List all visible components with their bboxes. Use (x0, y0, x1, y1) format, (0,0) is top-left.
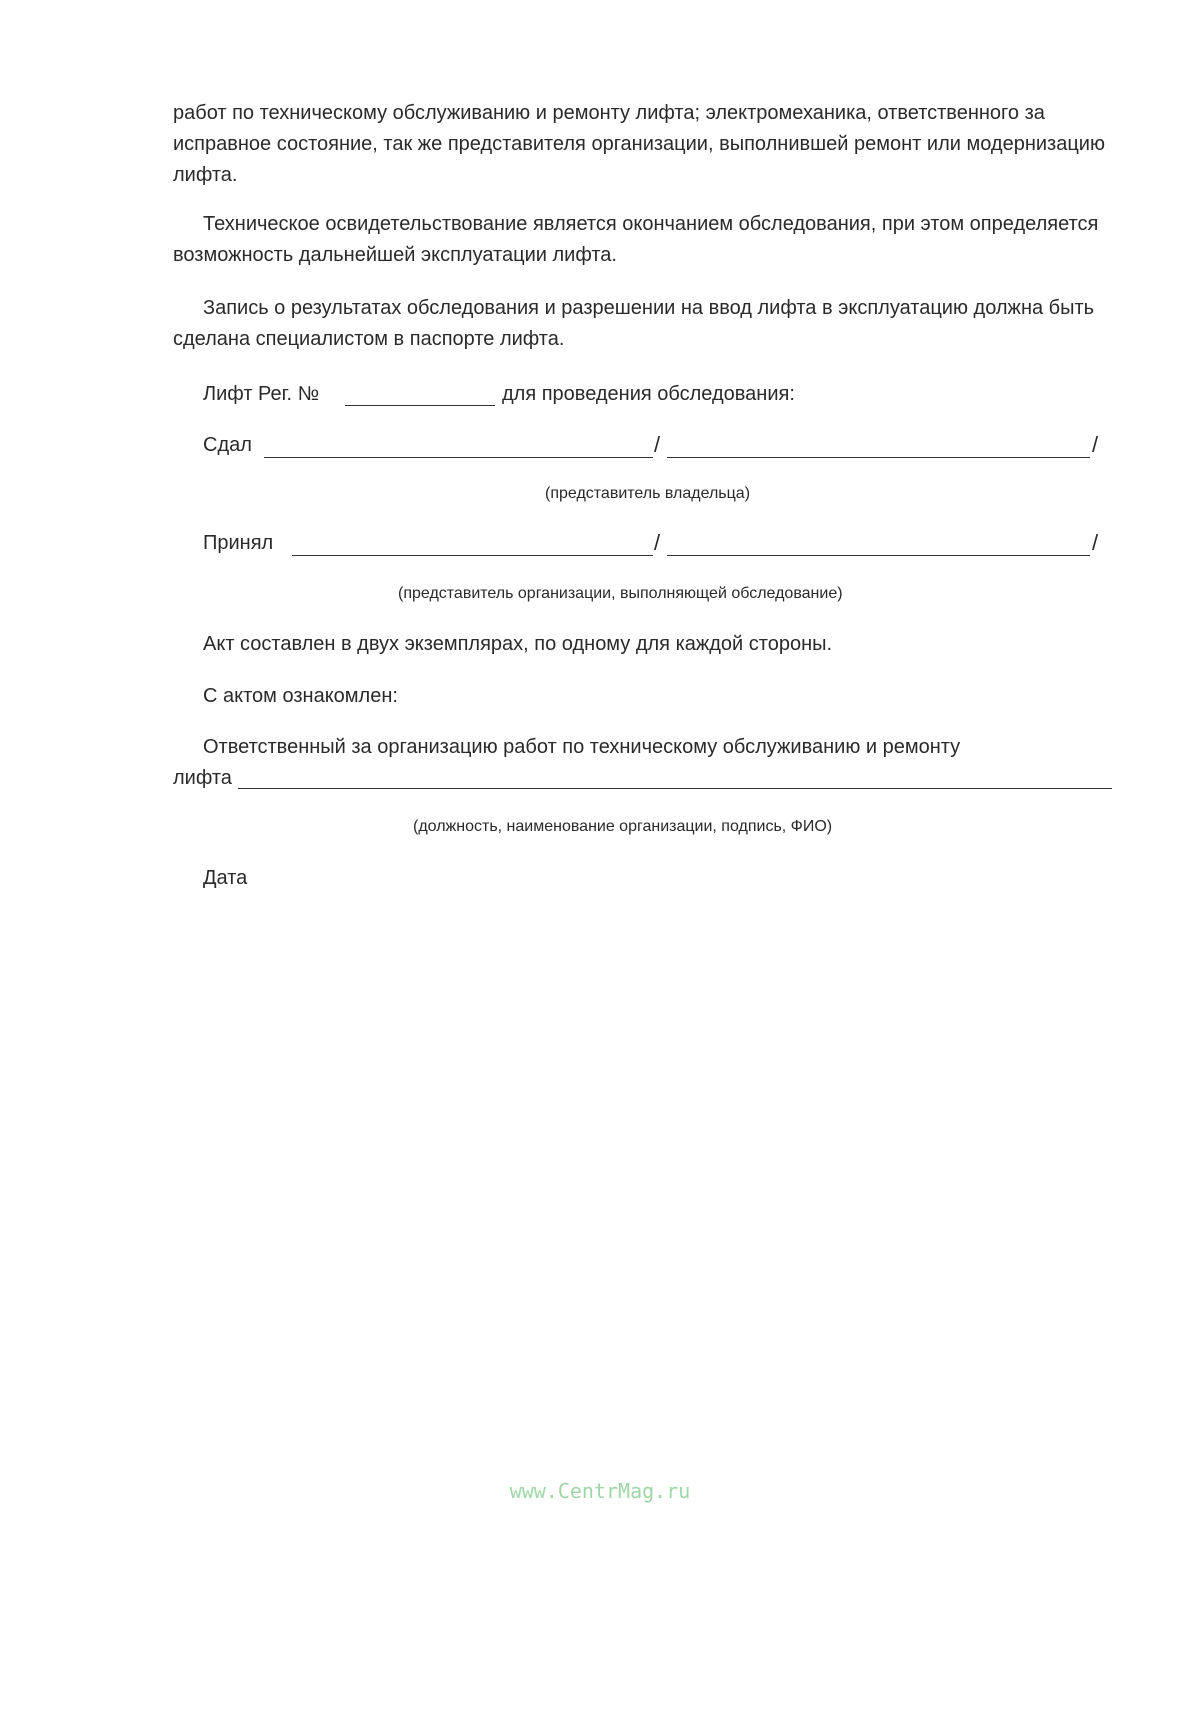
watermark-text: www.CentrMag.ru (509, 1479, 691, 1503)
responsible-line1: Ответственный за организацию работ по техническому обслуживанию и ремонту (203, 736, 961, 758)
responsible-caption: (должность, наименование организации, подпись, ФИО) (413, 818, 833, 835)
accepted-caption: (представитель организации, выполняющей обследование) (398, 585, 843, 602)
handed-over-signature-line[interactable] (264, 457, 653, 458)
handed-over-separator: / (654, 432, 661, 457)
accepted-end-slash: / (1092, 530, 1099, 555)
lift-reg-label: Лифт Рег. № (203, 383, 320, 405)
lift-reg-number-line[interactable] (345, 405, 495, 406)
paragraph-intro: работ по техническому обслуживанию и ремонту лифта; электромеханика, ответственного за исправное состояние, так же представителя организации, выполнившей ремонт или модернизацию лифта. (173, 102, 1105, 186)
copies-note: Акт составлен в двух экземплярах, по одному для каждой стороны. (203, 633, 833, 655)
responsible-line2: лифта (173, 767, 232, 789)
acquainted-label: С актом ознакомлен: (203, 685, 398, 707)
handed-over-label: Сдал (203, 434, 252, 456)
handed-over-end-slash: / (1092, 432, 1099, 457)
handed-over-name-line[interactable] (667, 457, 1090, 458)
accepted-name-line[interactable] (667, 555, 1090, 556)
accepted-separator: / (654, 530, 661, 555)
accepted-label: Принял (203, 532, 274, 554)
date-label: Дата (203, 867, 248, 889)
paragraph-technical-inspection: Техническое освидетельствование является окончанием обследования, при этом определяется возможность дальнейшей эксплуатации лифта. (173, 213, 1099, 266)
accepted-signature-line[interactable] (292, 555, 653, 556)
responsible-signature-line[interactable] (238, 788, 1112, 789)
lift-reg-suffix: для проведения обследования: (502, 383, 795, 405)
handed-over-caption: (представитель владельца) (545, 485, 751, 502)
paragraph-inspection-record: Запись о результатах обследования и разрешении на ввод лифта в эксплуатацию должна быть сделана специалистом в паспорте лифта. (173, 297, 1095, 350)
